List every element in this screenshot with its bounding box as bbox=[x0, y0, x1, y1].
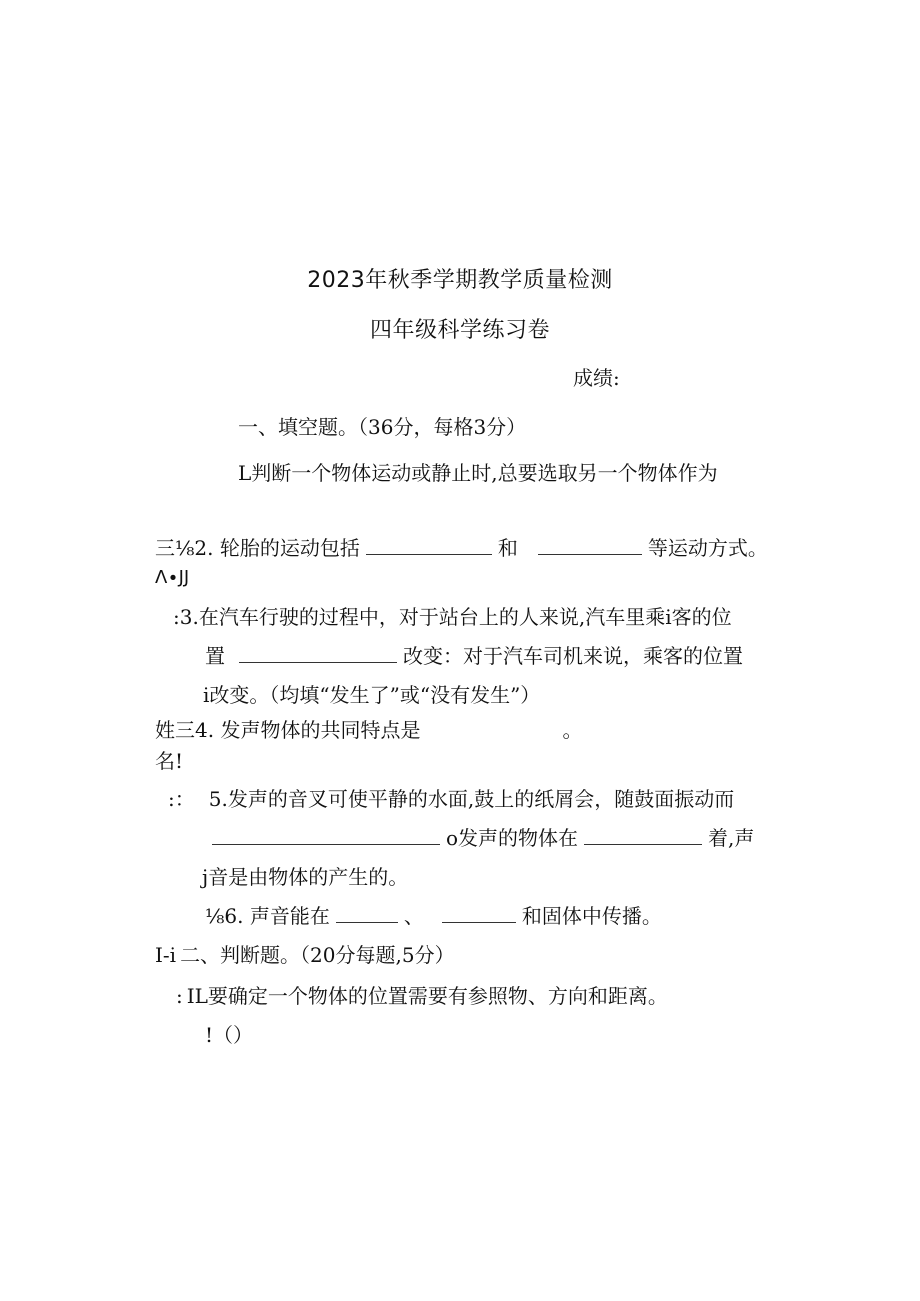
question-5-line1 bbox=[168, 786, 734, 812]
question-5-line3: j音是由物体的产生的。 bbox=[202, 865, 409, 889]
question-3-text: 3.在汽车行驶的过程中，对于站台上的人来说,汽车里乘i客的位 bbox=[179, 605, 732, 629]
question-5-mid: o发声的物体在 bbox=[446, 826, 579, 850]
margin-mark: 姓三 bbox=[155, 718, 195, 742]
section2-heading-text: 二、判断题。（20分每题,5分） bbox=[180, 943, 455, 967]
question-6-sep: 、 bbox=[403, 904, 424, 928]
judgement-question-1-text: IL要确定一个物体的位置需要有参照物、方向和距离。 bbox=[186, 984, 668, 1008]
question-1: L判断一个物体运动或静止时,总要选取另一个物体作为 bbox=[238, 461, 718, 485]
answer-blank[interactable] bbox=[336, 904, 398, 923]
margin-mark: 三⅛ bbox=[155, 536, 195, 560]
margin-mark: :： bbox=[168, 787, 195, 811]
margin-mark: : bbox=[173, 605, 180, 629]
answer-blank[interactable] bbox=[239, 644, 397, 663]
margin-mark: I-i bbox=[155, 943, 177, 967]
exam-title: 2023年秋季学期教学质量检测 bbox=[307, 268, 613, 293]
question-3-line1 bbox=[173, 604, 732, 630]
question-5-line2 bbox=[212, 825, 754, 851]
answer-blank[interactable] bbox=[366, 536, 492, 555]
question-2-prefix: 2. 轮胎的运动包括 bbox=[194, 536, 360, 560]
section2-heading bbox=[155, 942, 455, 968]
question-3-prefix: 置 bbox=[205, 644, 225, 668]
question-6 bbox=[205, 903, 662, 929]
question-5-text: 5.发声的音叉可使平静的水面,鼓上的纸屑会，随鼓面振动而 bbox=[208, 787, 735, 811]
question-4 bbox=[155, 717, 582, 743]
score-label: 成绩: bbox=[573, 366, 620, 390]
question-3-line2 bbox=[205, 643, 743, 669]
question-6-suffix: 和固体中传播。 bbox=[521, 904, 662, 928]
question-4-text: 4. 发声物体的共同特点是 bbox=[195, 718, 421, 742]
judgement-answer-brackets[interactable]: !（） bbox=[205, 1023, 254, 1047]
question-2-mid: 和 bbox=[497, 536, 518, 560]
question-2-suffix: 等运动方式。 bbox=[647, 536, 768, 560]
question-4-suffix: 。 bbox=[562, 718, 583, 742]
margin-mark: : bbox=[176, 984, 183, 1008]
question-3-suffix: 改变：对于汽车司机来说，乘客的位置 bbox=[403, 644, 743, 668]
exam-subtitle: 四年级科学练习卷 bbox=[369, 318, 550, 343]
answer-blank[interactable] bbox=[538, 536, 642, 555]
answer-blank[interactable] bbox=[584, 826, 702, 845]
answer-blank[interactable] bbox=[212, 826, 440, 845]
judgement-question-1 bbox=[176, 983, 668, 1009]
question-6-prefix: ⅛6. 声音能在 bbox=[205, 904, 330, 928]
question-5-suffix: 着,声 bbox=[708, 826, 755, 850]
question-3-line3: i改变。（均填“发生了”或“没有发生”） bbox=[203, 683, 541, 707]
margin-mark: Λ∙JJ bbox=[155, 567, 190, 588]
answer-blank[interactable] bbox=[442, 904, 516, 923]
margin-mark: 名! bbox=[155, 749, 184, 773]
question-2 bbox=[155, 535, 768, 561]
section1-heading: 一、填空题。（36分，每格3分） bbox=[238, 415, 527, 439]
